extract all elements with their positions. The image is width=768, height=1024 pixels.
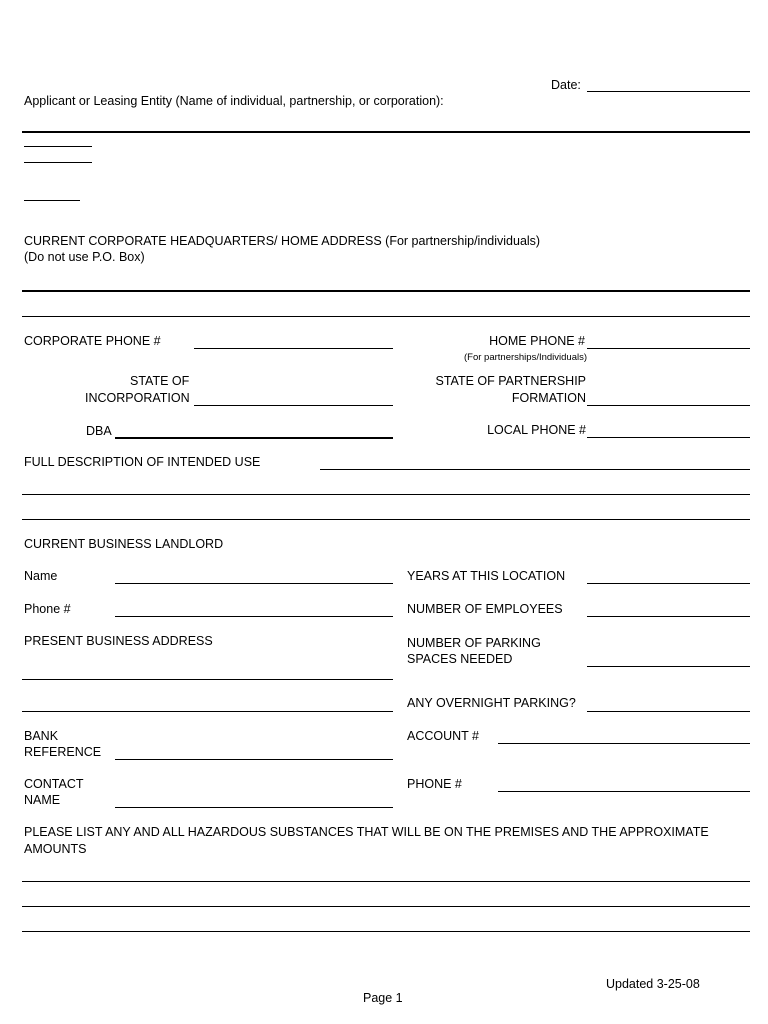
bank-reference-field[interactable] <box>115 759 393 760</box>
blank-line-2[interactable] <box>24 162 92 163</box>
state-incorporation-label-2: INCORPORATION <box>85 391 190 405</box>
parking-label-2: SPACES NEEDED <box>407 652 513 666</box>
date-label: Date: <box>551 78 581 92</box>
page-number: Page 1 <box>363 991 403 1005</box>
intended-use-field-3[interactable] <box>22 519 750 520</box>
intended-use-field-2[interactable] <box>22 494 750 495</box>
landlord-name-label: Name <box>24 569 58 583</box>
hazard-field-3[interactable] <box>22 931 750 932</box>
present-address-field-1[interactable] <box>22 679 393 680</box>
years-field[interactable] <box>587 583 750 584</box>
intended-use-field-1[interactable] <box>320 469 750 470</box>
landlord-phone-field[interactable] <box>115 616 393 617</box>
contact-name-label: CONTACT <box>24 777 84 791</box>
landlord-section-label: CURRENT BUSINESS LANDLORD <box>24 537 224 551</box>
blank-line-3[interactable] <box>24 200 80 201</box>
overnight-parking-field[interactable] <box>587 711 750 712</box>
hazard-field-2[interactable] <box>22 906 750 907</box>
home-phone-field[interactable] <box>587 348 750 349</box>
applicant-field[interactable] <box>22 131 750 133</box>
hazard-field-1[interactable] <box>22 881 750 882</box>
bank-reference-label: BANK <box>24 729 59 743</box>
blank-line-1[interactable] <box>24 146 92 147</box>
corporate-phone-label: CORPORATE PHONE # <box>24 334 161 348</box>
present-address-field-2[interactable] <box>22 711 393 712</box>
bank-reference-label-2: REFERENCE <box>24 745 102 759</box>
address-label: CURRENT CORPORATE HEADQUARTERS/ HOME ADDRESS (For partnership/individuals) <box>24 234 541 248</box>
state-incorporation-field[interactable] <box>194 405 393 406</box>
employees-label: NUMBER OF EMPLOYEES <box>407 602 563 616</box>
hazard-label-2: AMOUNTS <box>24 842 87 856</box>
parking-label: NUMBER OF PARKING <box>407 636 541 650</box>
landlord-name-field[interactable] <box>115 583 393 584</box>
dba-field[interactable] <box>115 437 393 439</box>
state-partnership-label: STATE OF PARTNERSHIP <box>435 374 586 388</box>
home-phone-label: HOME PHONE # <box>489 334 585 348</box>
years-label: YEARS AT THIS LOCATION <box>407 569 566 583</box>
employees-field[interactable] <box>587 616 750 617</box>
applicant-label: Applicant or Leasing Entity (Name of individual, partnership, or corporation): <box>24 94 444 108</box>
updated-date: Updated 3-25-08 <box>606 977 700 991</box>
local-phone-field[interactable] <box>587 437 750 438</box>
intended-use-label: FULL DESCRIPTION OF INTENDED USE <box>24 455 261 469</box>
state-partnership-label-2: FORMATION <box>511 391 586 405</box>
overnight-parking-label: ANY OVERNIGHT PARKING? <box>407 696 576 710</box>
home-phone-note: (For partnerships/Individuals) <box>464 352 588 363</box>
hazard-label: PLEASE LIST ANY AND ALL HAZARDOUS SUBSTANCES THAT WILL BE ON THE PREMISES AND THE APPROXIMATE <box>24 825 709 839</box>
address-field-1[interactable] <box>22 290 750 292</box>
contact-name-label-2: NAME <box>24 793 61 807</box>
parking-field[interactable] <box>587 666 750 667</box>
bank-phone-field[interactable] <box>498 791 750 792</box>
local-phone-label: LOCAL PHONE # <box>487 423 586 437</box>
account-label: ACCOUNT # <box>407 729 480 743</box>
state-partnership-field[interactable] <box>587 405 750 406</box>
corporate-phone-field[interactable] <box>194 348 393 349</box>
dba-label: DBA <box>86 424 112 438</box>
contact-name-field[interactable] <box>115 807 393 808</box>
account-field[interactable] <box>498 743 750 744</box>
address-field-2[interactable] <box>22 316 750 317</box>
state-incorporation-label: STATE OF <box>130 374 190 388</box>
landlord-phone-label: Phone # <box>24 602 71 616</box>
bank-phone-label: PHONE # <box>407 777 462 791</box>
date-field[interactable] <box>587 91 750 92</box>
address-note: (Do not use P.O. Box) <box>24 250 145 264</box>
present-address-label: PRESENT BUSINESS ADDRESS <box>24 634 213 648</box>
